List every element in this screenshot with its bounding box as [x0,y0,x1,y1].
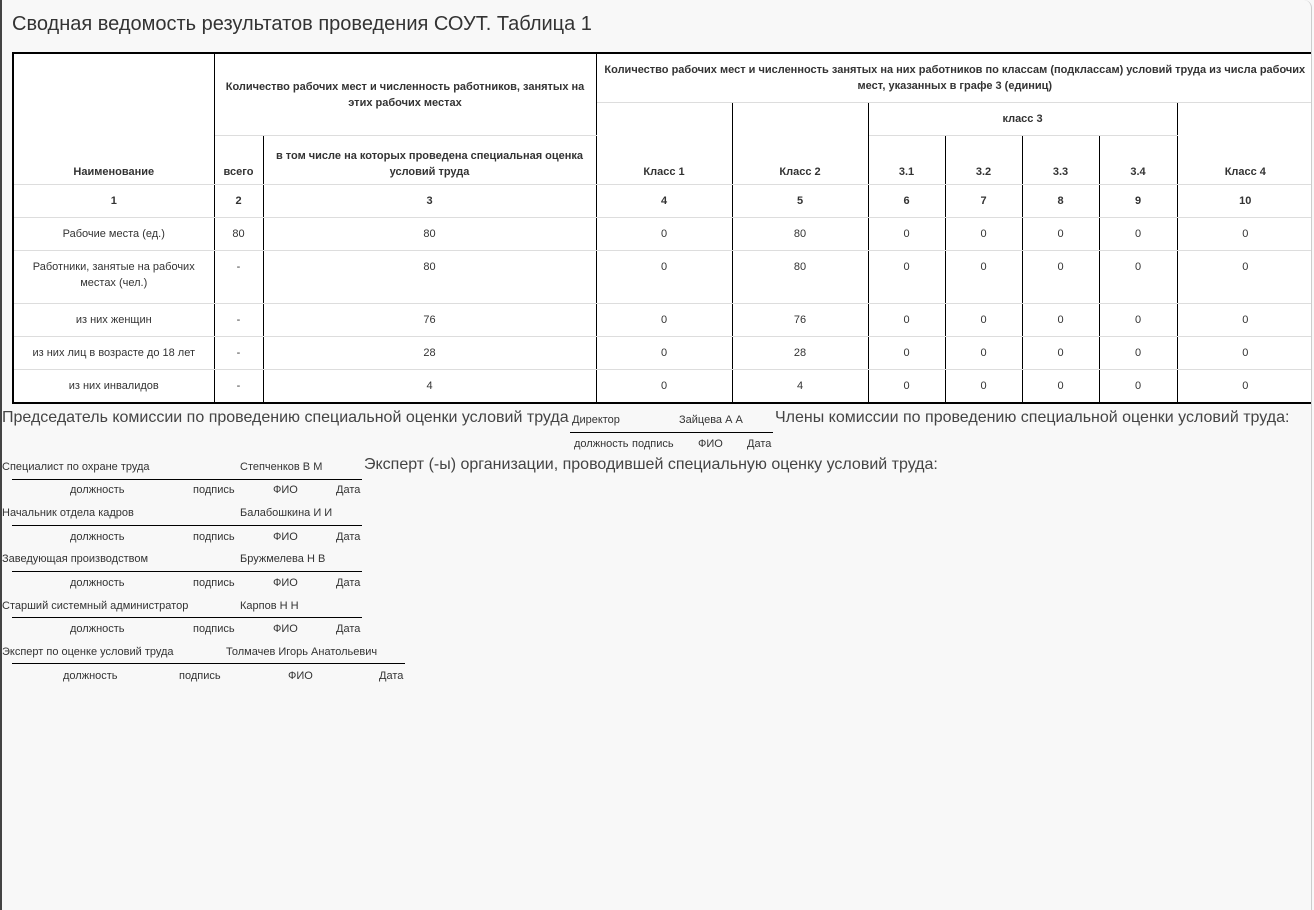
cell: 28 [732,337,868,370]
caption-date: Дата [379,670,404,682]
caption-position: должность [70,484,125,496]
cell: 0 [596,251,732,304]
header-class1: Класс 1 [596,103,732,185]
member-signature-line [12,617,362,618]
row-name: из них женщин [13,304,214,337]
chairman-label-wrap [2,409,569,431]
cell: 0 [596,218,732,251]
cell: 0 [1022,370,1099,404]
header-class4: Класс 4 [1177,103,1312,185]
column-number: 7 [945,185,1022,218]
member-position: Заведующая производством [2,553,149,565]
cell: 76 [263,304,596,337]
cell: 80 [214,218,263,251]
header-sub-3-3: 3.3 [1022,136,1099,185]
column-number: 8 [1022,185,1099,218]
caption-fio: ФИО [288,670,313,682]
cell: 0 [868,370,945,404]
caption-signature: подпись [632,438,674,450]
members-label: Члены комиссии по проведению специальной оценки условий труда: [775,409,1290,426]
cell: 0 [1099,337,1177,370]
caption-date: Дата [747,438,772,450]
header-sub-3-4: 3.4 [1099,136,1177,185]
cell: 0 [1099,218,1177,251]
row-name: из них лиц в возрасте до 18 лет [13,337,214,370]
table-row [13,337,1312,370]
column-number: 2 [214,185,263,218]
cell: - [214,251,263,304]
cell: 0 [945,304,1022,337]
column-numbers-row [13,185,1312,218]
member-position-wrap [2,507,202,521]
cell: - [214,304,263,337]
chairman-position: Директор [572,414,620,426]
header-assessed: в том числе на которых проведена специальная оценка условий труда [263,136,596,185]
member-signature-line [12,571,362,572]
member-position-wrap [2,553,202,567]
caption-signature: подпись [179,670,221,682]
row-name: Рабочие места (ед.) [13,218,214,251]
header-workplaces-group: Количество рабочих мест и численность работников, занятых на этих рабочих местах [214,53,596,136]
cell: 0 [1099,251,1177,304]
expert-signature-line [12,663,405,664]
member-name: Карпов Н Н [240,600,299,612]
chairman-name: Зайцева А А [679,414,743,426]
table-row [13,304,1312,337]
column-number: 3 [263,185,596,218]
caption-fio: ФИО [273,623,298,635]
cell: 0 [1177,251,1312,304]
caption-date: Дата [336,577,361,589]
cell: 0 [1022,304,1099,337]
cell: 76 [732,304,868,337]
header-sub-3-1: 3.1 [868,136,945,185]
cell: - [214,370,263,404]
caption-date: Дата [336,484,361,496]
table-row [13,370,1312,404]
cell: 0 [1177,370,1312,404]
cell: 80 [263,251,596,304]
expert-position-wrap [2,646,202,660]
cell: 0 [1177,218,1312,251]
caption-position: должность [63,670,118,682]
caption-position: должность [70,577,125,589]
cell: 0 [868,218,945,251]
caption-signature: подпись [193,484,235,496]
header-class3: класс 3 [868,103,1177,136]
column-number: 1 [13,185,214,218]
cell: 0 [1177,337,1312,370]
cell: 0 [1022,218,1099,251]
caption-fio: ФИО [273,531,298,543]
column-number: 9 [1099,185,1177,218]
chairman-label: Председатель комиссии по проведению специальной оценки условий труда [2,409,569,426]
caption-signature: подпись [193,577,235,589]
caption-date: Дата [336,623,361,635]
page-title: Сводная ведомость результатов проведения СОУТ. Таблица 1 [12,13,592,35]
expert-position: Эксперт по оценке условий труда [2,646,174,658]
cell: 0 [1099,304,1177,337]
cell: 0 [868,251,945,304]
caption-position: должность [70,531,125,543]
cell: 0 [868,337,945,370]
member-name: Степченков В М [240,461,323,473]
expert-name: Толмачев Игорь Анатольевич [226,646,378,658]
cell: 0 [945,251,1022,304]
cell: 0 [596,337,732,370]
member-signature-line [12,525,362,526]
cell: 0 [945,218,1022,251]
caption-signature: подпись [193,531,235,543]
cell: 0 [945,337,1022,370]
cell: 80 [263,218,596,251]
row-name: Работники, занятые на рабочих местах (чел.) [13,251,214,304]
caption-fio: ФИО [273,484,298,496]
caption-position: должность [574,438,629,450]
member-position-wrap [2,600,202,614]
cell: 0 [596,304,732,337]
cell: 0 [1022,337,1099,370]
header-name: Наименование [13,53,214,185]
member-position: Специалист по охране труда [2,461,150,473]
cell: 0 [1022,251,1099,304]
member-signature-line [12,479,362,480]
cell: 80 [732,251,868,304]
member-name: Балабошкина И И [240,507,333,519]
header-classes-group: Количество рабочих мест и численность занятых на них работников по классам (подклассам) условий труда из числа рабочих мест, указанных в графе 3 (единиц) [596,53,1312,103]
cell: 0 [596,370,732,404]
column-number: 5 [732,185,868,218]
column-number: 10 [1177,185,1312,218]
cell: 0 [868,304,945,337]
cell: 0 [1177,304,1312,337]
cell: 4 [263,370,596,404]
cell: 0 [945,370,1022,404]
cell: 0 [1099,370,1177,404]
member-position-wrap [2,461,202,475]
cell: 28 [263,337,596,370]
chairman-signature-line [570,432,773,433]
experts-label: Эксперт (-ы) организации, проводившей специальную оценку условий труда: [364,456,938,473]
cell: - [214,337,263,370]
header-total: всего [214,136,263,185]
member-position: Начальник отдела кадров [2,507,134,519]
results-table [12,52,1312,404]
member-name: Бружмелева Н В [240,553,326,565]
caption-fio: ФИО [273,577,298,589]
table-row [13,251,1312,304]
caption-signature: подпись [193,623,235,635]
cell: 4 [732,370,868,404]
table-row [13,218,1312,251]
column-number: 6 [868,185,945,218]
caption-position: должность [70,623,125,635]
header-sub-3-2: 3.2 [945,136,1022,185]
row-name: из них инвалидов [13,370,214,404]
member-position: Старший системный администратор [2,600,189,612]
header-class2: Класс 2 [732,103,868,185]
caption-date: Дата [336,531,361,543]
caption-fio: ФИО [698,438,723,450]
cell: 80 [732,218,868,251]
column-number: 4 [596,185,732,218]
